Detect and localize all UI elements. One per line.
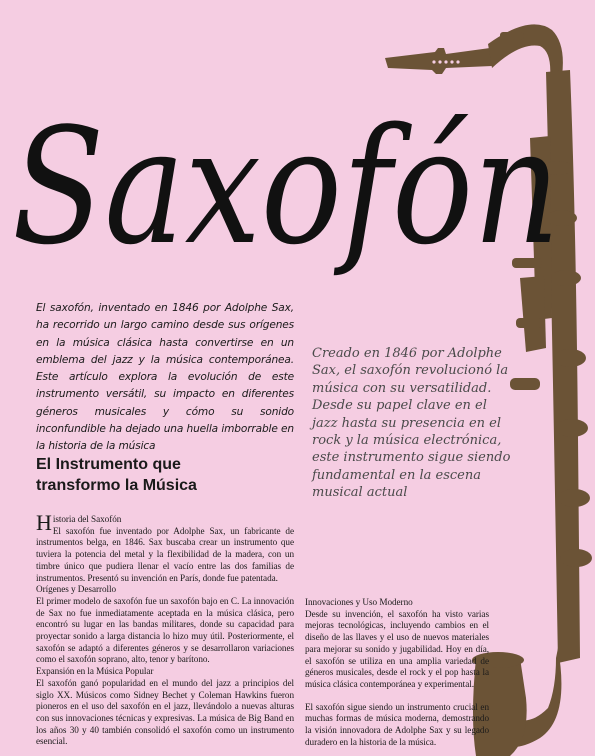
title-text: Saxofón xyxy=(12,93,560,280)
subheading-historia xyxy=(36,510,294,535)
paragraph-innovaciones: Desde su invención, el saxofón ha visto varias mejoras tecnológicas, incluyendo cambios en el diseño de las llaves y el uso de nuevos materiales para mejorar su sonido y jugabilidad. Hoy en día, el saxofón se utiliza en una amplia variedad de géneros musicales, desde el rock y el pop hasta la música clásica contemporánea y experimental. xyxy=(305,608,489,689)
drop-cap: H xyxy=(36,510,52,535)
subheading-origenes: Orígenes y Desarrollo xyxy=(36,584,117,595)
subheading-innovaciones: Innovaciones y Uso Moderno xyxy=(305,597,413,607)
article-column-right xyxy=(305,597,489,748)
pull-quote: Creado en 1846 por Adolphe Sax, el saxofón revolucionó la música con su versatilidad. Desde su papel clave en el jazz hasta su presencia en el rock y la música electrónica, este instrumento sigue siendo fundamental en la escena musical actual xyxy=(312,346,511,501)
paragraph-origenes: El primer modelo de saxofón fue un saxofón bajo en C. La innovación de Sax no fue inmediatamente aceptada en la música clásica, pero encontró su lugar en las bandas militares, donde su capacidad para proyectar sonido a larga distancia lo hizo muy útil. Posteriormente, el saxofón se adaptó a diferentes géneros y se desarrollaron variaciones como el saxofón soprano, alto, tenor y barítono. xyxy=(36,595,294,665)
subheading-historia-text: istoria del Saxofón xyxy=(52,514,122,524)
paragraph-conclusion: El saxofón sigue siendo un instrumento crucial en muchas formas de música moderna, demostrando la visión innovadora de Adolphe Sax y su legado duradero en la historia de la música. xyxy=(305,701,489,747)
article-column-left xyxy=(36,510,294,748)
paragraph-historia: El saxofón fue inventado por Adolphe Sax, un fabricante de instrumentos belga, en 1846. Sax buscaba crear un instrumento que tuviera la potencia del metal y la flexibilidad de la madera, con un timbre único que pudiera llenar el vacío entre las dos familias de instrumentos. Presentó su invención en París, donde fue patentada. xyxy=(36,525,294,583)
section-heading: El Instrumento que transformo la Música xyxy=(36,456,197,494)
page-title xyxy=(8,52,568,292)
paragraph-expansion: El saxofón ganó popularidad en el mundo del jazz a principios del siglo XX. Músicos como Sidney Bechet y Coleman Hawkins fueron pioneros en el uso del saxofón en el jazz, llevándolo a nuevas alturas con sus innovaciones técnicas y expresivas. La música de Big Band en los años 30 y 40 también consolidó el saxofón como un instrumento esencial. xyxy=(36,677,294,747)
subheading-expansion: Expansión en la Música Popular xyxy=(36,666,154,677)
intro-paragraph: El saxofón, inventado en 1846 por Adolphe Sax, ha recorrido un largo camino desde sus orígenes en la música clásica hasta convertirse en un emblema del jazz y la música contemporánea. Este artículo explora la evolución de este instrumento versátil, su impacto en diferentes géneros musicales y cómo su sonido inconfundible ha dejado una huella imborrable en la historia de la música xyxy=(36,302,294,453)
